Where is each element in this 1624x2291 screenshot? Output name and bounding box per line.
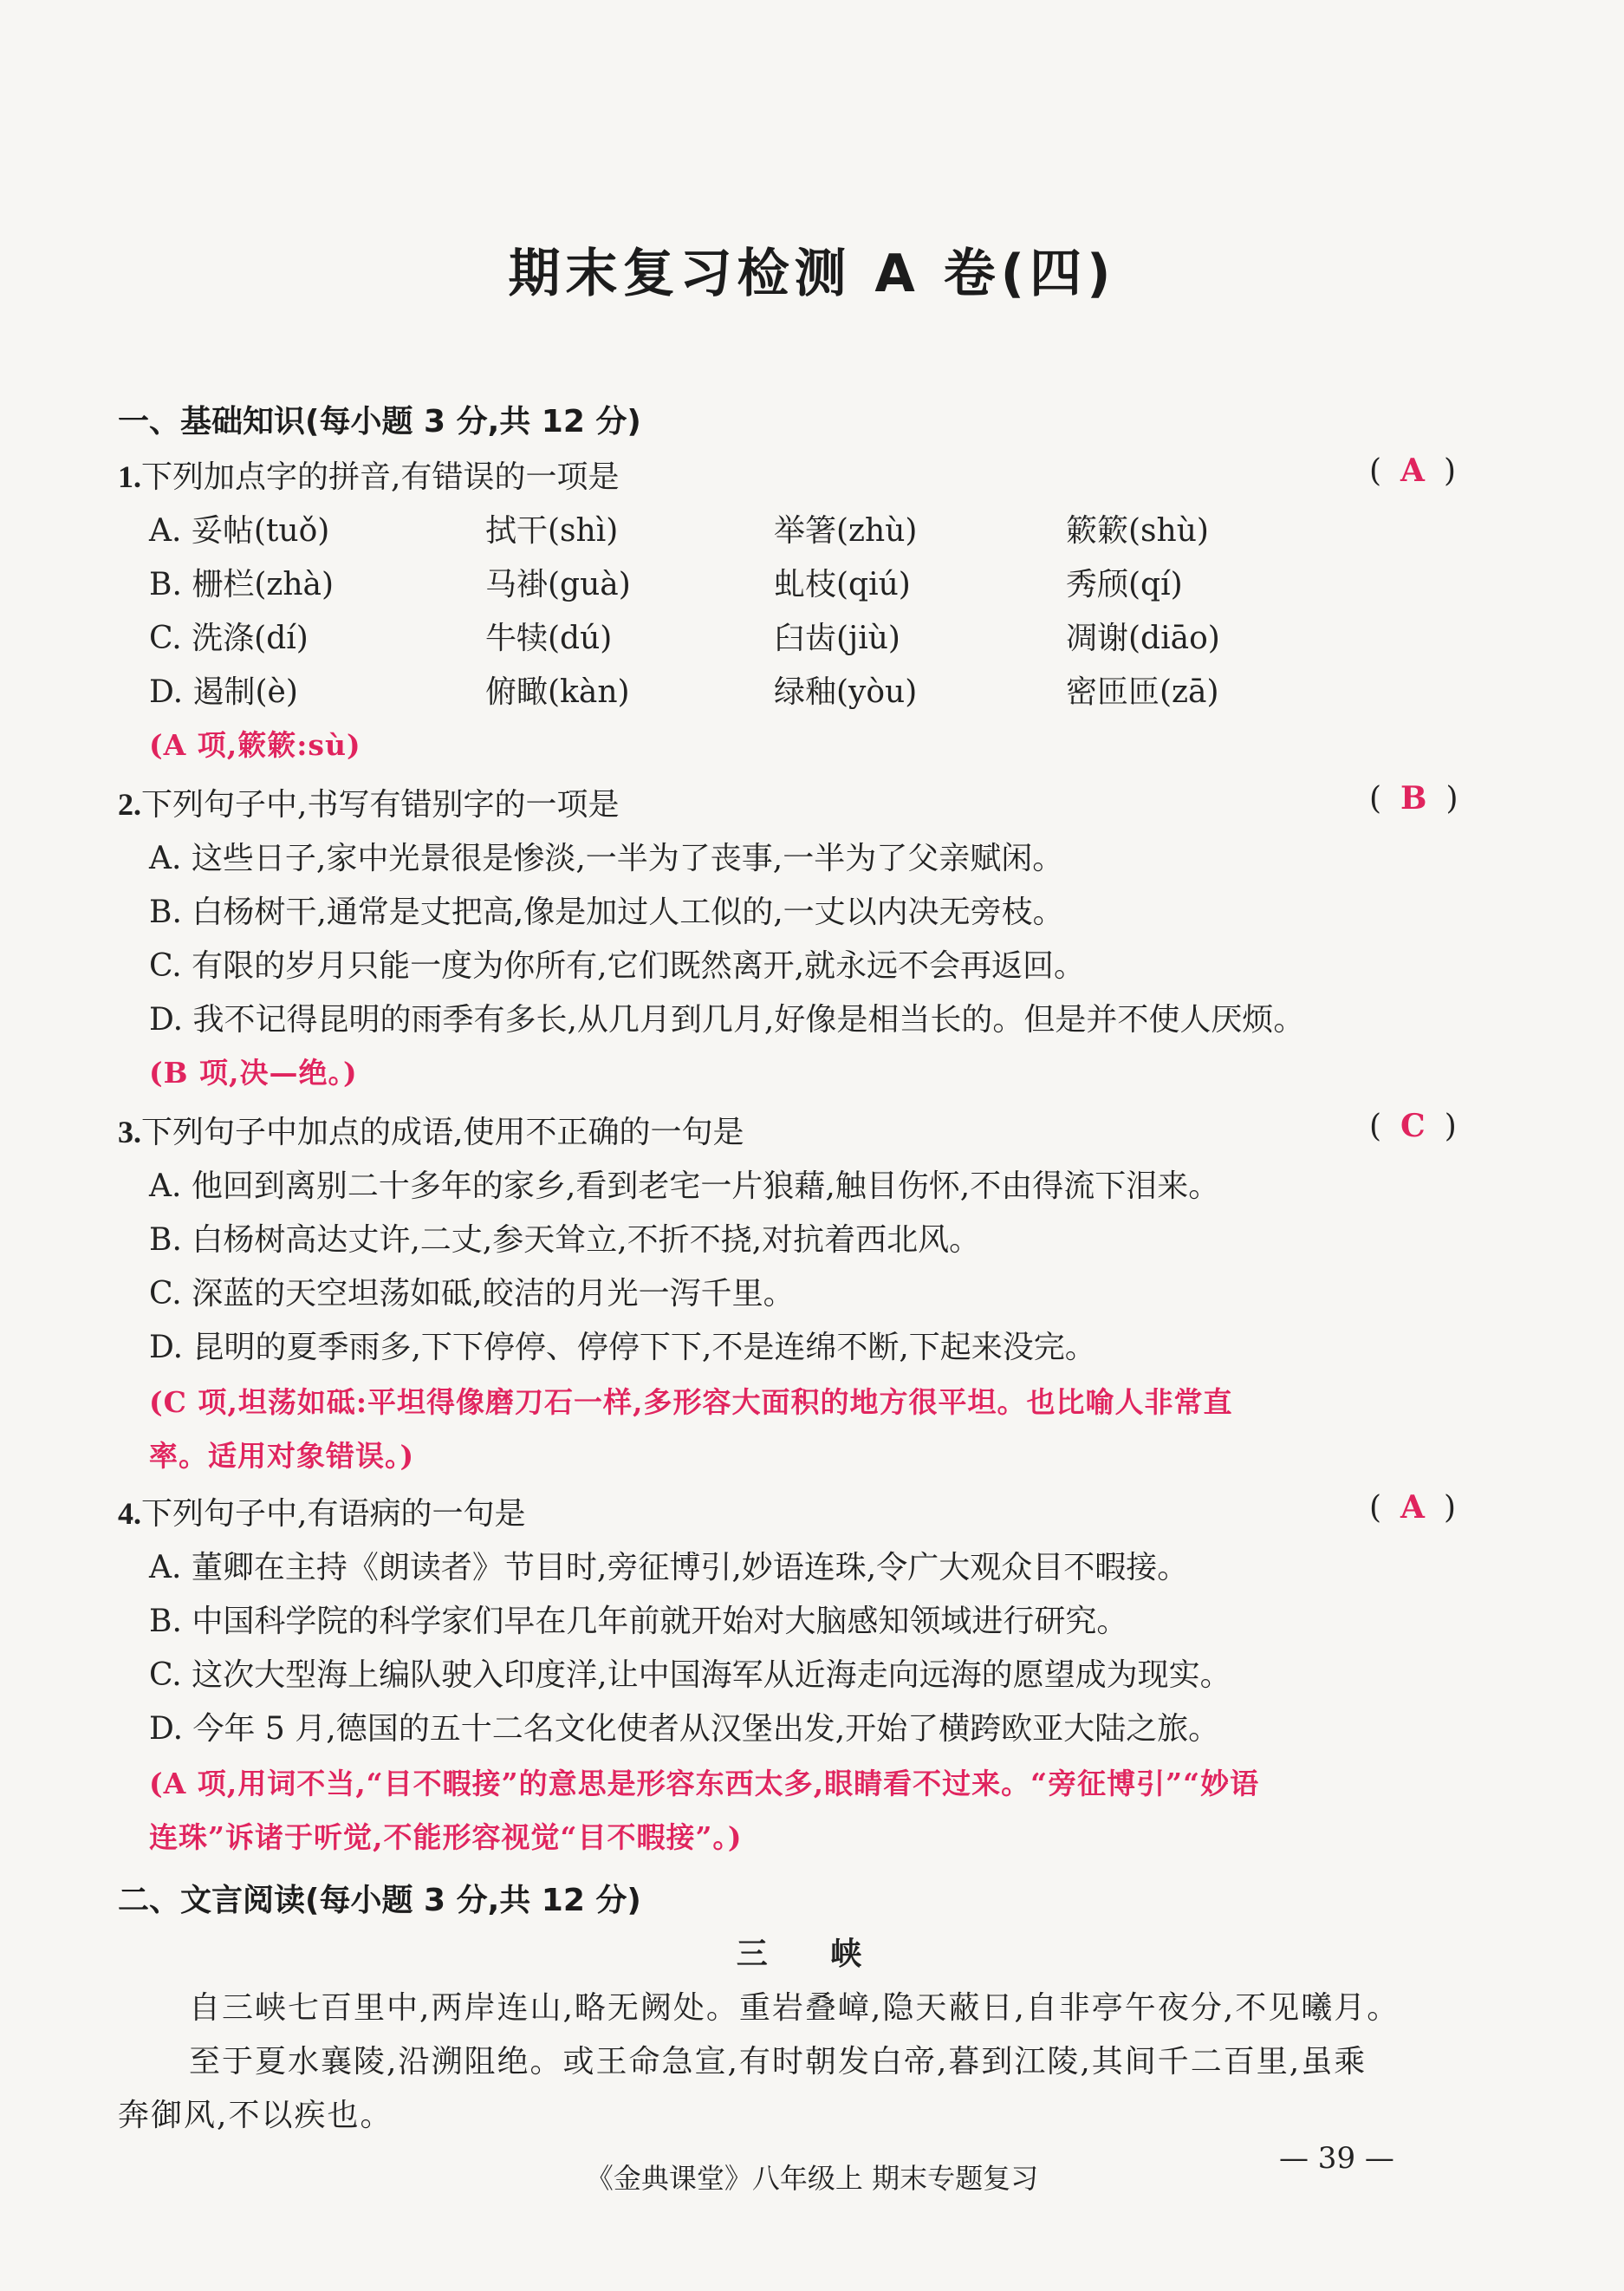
q1-option-b-2: 马褂(guà)	[485, 567, 631, 602]
q3-explanation-line-1: (C 项,坦荡如砥:平坦得像磨刀石一样,多形容大面积的地方很平坦。也比喻人非常直	[149, 1385, 1233, 1419]
q1-option-c-4: 凋谢(diāo)	[1066, 621, 1220, 656]
question-stem: 下列句子中加点的成语,使用不正确的一句是	[141, 1115, 744, 1150]
question-1-answer: ( A )	[1369, 452, 1457, 489]
q3-option-d: D. 昆明的夏季雨多,下下停停、停停下下,不是连绵不断,下起来没完。	[149, 1330, 1096, 1365]
q3-option-b: B. 白杨树高达丈许,二丈,参天耸立,不折不挠,对抗着西北风。	[149, 1222, 981, 1258]
q4-option-d: D. 今年 5 月,德国的五十二名文化使者从汉堡出发,开始了横跨欧亚大陆之旅。	[149, 1711, 1220, 1747]
passage-paragraph-2-line-1: 至于夏水襄陵,沿溯阻绝。或王命急宣,有时朝发白帝,暮到江陵,其间千二百里,虽乘	[189, 2044, 1367, 2079]
q1-option-b-4: 秀颀(qí)	[1066, 567, 1183, 602]
q2-option-d: D. 我不记得昆明的雨季有多长,从几月到几月,好像是相当长的。但是并不使人厌烦。	[149, 1002, 1305, 1038]
section-2-heading: 二、文言阅读(每小题 3 分,共 12 分)	[118, 1883, 641, 1918]
answer-letter: A	[1400, 452, 1425, 489]
question-1	[118, 452, 619, 497]
page-number: — 39 —	[1279, 2141, 1394, 2176]
question-2-answer: ( B )	[1369, 780, 1458, 817]
q1-option-c-3: 臼齿(jiù)	[774, 621, 900, 656]
answer-letter: C	[1400, 1108, 1426, 1144]
passage-paragraph-2-line-2: 奔御风,不以疾也。	[118, 2098, 393, 2133]
section-1-heading: 一、基础知识(每小题 3 分,共 12 分)	[118, 404, 641, 439]
passage-title: 三 峡	[736, 1936, 888, 1972]
question-3	[118, 1108, 744, 1152]
q2-option-c: C. 有限的岁月只能一度为你所有,它们既然离开,就永远不会再返回。	[149, 948, 1086, 984]
question-2	[118, 780, 619, 824]
q1-option-d-1: D. 遏制(è)	[149, 674, 298, 710]
q1-option-a-2: 拭干(shì)	[485, 513, 619, 549]
question-number: 4.	[118, 1496, 141, 1531]
q1-explanation: (A 项,簌簌:sù)	[149, 728, 361, 762]
question-number: 2.	[118, 787, 141, 822]
q3-explanation-line-2: 率。适用对象错误。)	[149, 1439, 415, 1473]
q1-option-d-4: 密匝匝(zā)	[1066, 674, 1219, 710]
q3-option-c: C. 深蓝的天空坦荡如砥,皎洁的月光一泻千里。	[149, 1276, 795, 1311]
question-stem: 下列句子中,书写有错别字的一项是	[141, 787, 620, 823]
q4-explanation-line-2: 连珠”诉诸于听觉,不能形容视觉“目不暇接”。)	[149, 1820, 743, 1854]
answer-letter: B	[1400, 780, 1427, 817]
q1-option-c-2: 牛犊(dú)	[485, 621, 613, 656]
q4-option-b: B. 中国科学院的科学家们早在几年前就开始对大脑感知领域进行研究。	[149, 1604, 1128, 1639]
q2-option-b: B. 白杨树干,通常是丈把高,像是加过人工似的,一丈以内决无旁枝。	[149, 895, 1064, 930]
question-number: 1.	[118, 459, 141, 494]
q1-option-d-2: 俯瞰(kàn)	[485, 674, 630, 710]
q2-explanation: (B 项,决—绝。)	[149, 1056, 358, 1090]
passage-paragraph-1: 自三峡七百里中,两岸连山,略无阙处。重岩叠嶂,隐天蔽日,自非亭午夜分,不见曦月。	[189, 1990, 1400, 2026]
q3-option-a: A. 他回到离别二十多年的家乡,看到老宅一片狼藉,触目伤怀,不由得流下泪来。	[149, 1168, 1220, 1204]
q1-option-a-4: 簌簌(shù)	[1066, 513, 1209, 549]
question-stem: 下列加点字的拼音,有错误的一项是	[141, 459, 620, 495]
question-number: 3.	[118, 1115, 141, 1149]
page-title: 期末复习检测 A 卷(四)	[508, 244, 1116, 304]
q1-option-b-3: 虬枝(qiú)	[774, 567, 911, 602]
q2-option-a: A. 这些日子,家中光景很是惨淡,一半为了丧事,一半为了父亲赋闲。	[149, 841, 1064, 876]
q1-option-c-1: C. 洗涤(dí)	[149, 621, 309, 656]
q1-option-d-3: 绿釉(yòu)	[774, 674, 918, 710]
q4-option-c: C. 这次大型海上编队驶入印度洋,让中国海军从近海走向远海的愿望成为现实。	[149, 1657, 1231, 1693]
question-4-answer: ( A )	[1369, 1489, 1457, 1526]
q4-explanation-line-1: (A 项,用词不当,“目不暇接”的意思是形容东西太多,眼睛看不过来。“旁征博引”“妙语	[149, 1767, 1260, 1800]
question-3-answer: ( C )	[1369, 1108, 1457, 1144]
q1-option-a-3: 举箸(zhù)	[774, 513, 918, 549]
q1-option-a-1: A. 妥帖(tuǒ)	[149, 513, 330, 549]
question-stem: 下列句子中,有语病的一句是	[141, 1496, 526, 1532]
page-footer: 《金典课堂》八年级上 期末专题复习	[585, 2162, 1039, 2195]
q1-option-b-1: B. 栅栏(zhà)	[149, 567, 335, 602]
answer-letter: A	[1400, 1489, 1425, 1526]
q4-option-a: A. 董卿在主持《朗读者》节目时,旁征博引,妙语连珠,令广大观众目不暇接。	[149, 1550, 1189, 1585]
question-4	[118, 1489, 525, 1533]
